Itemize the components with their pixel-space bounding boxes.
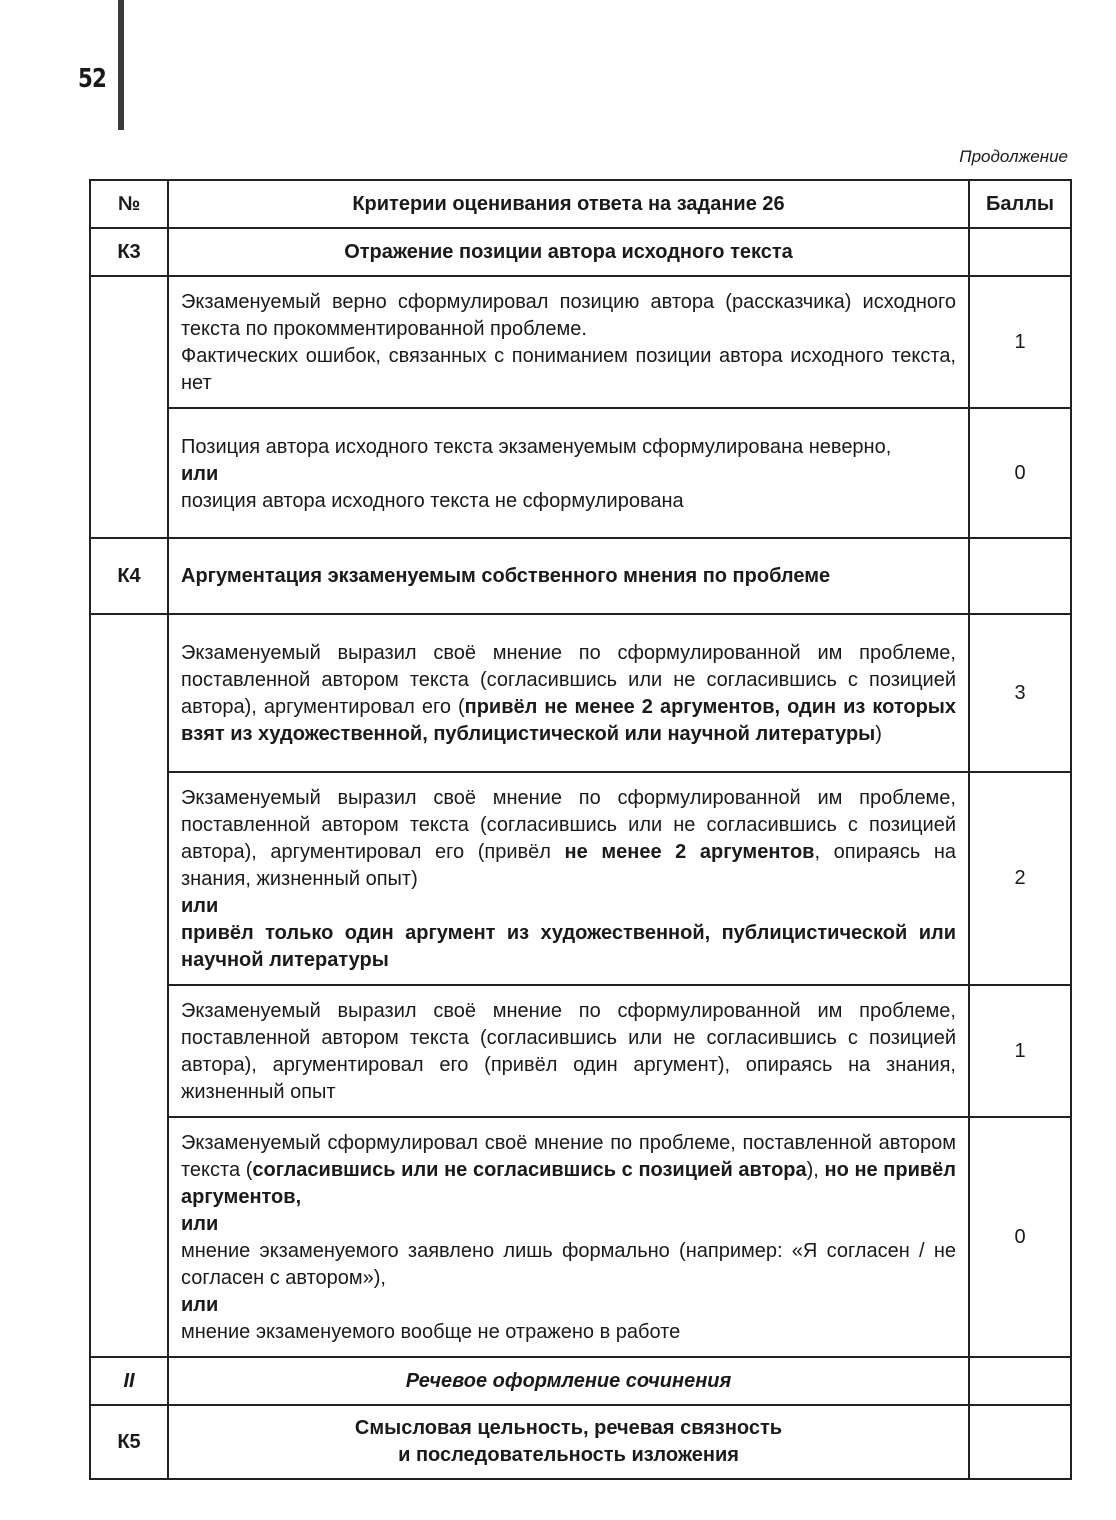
k3-r2-points: 0 <box>969 408 1071 538</box>
k4-code: К4 <box>90 538 168 614</box>
k3-score-row-0 <box>90 408 1071 538</box>
k4-r4-criterion: Экзаменуемый сформулировал своё мнение по проблеме, поставленной автором текста (согласившись или не согласившись с позицией автора), но не привёл аргументов, или мнение экзаменуемого заявлено лишь формально (например: «Я согласен / не согласен с автором»), или мнение экзаменуемого вообще не отражено в работе <box>168 1117 969 1357</box>
k4-score-row-2 <box>90 772 1071 985</box>
k3-code: К3 <box>90 228 168 276</box>
k3-title-row <box>90 228 1071 276</box>
k5-code: К5 <box>90 1405 168 1479</box>
k3-score-row-1 <box>90 276 1071 408</box>
continuation-label: Продолжение <box>959 147 1068 166</box>
section-2-title: Речевое оформление сочинения <box>168 1357 969 1405</box>
k4-r1-criterion: Экзаменуемый выразил своё мнение по сформулированной им проблеме, поставленной автором текста (согласившись или не согласившись с позицией автора), аргументировал его (привёл не менее 2 аргументов, один из которых взят из художественной, публицистической или научной литературы) <box>168 614 969 772</box>
k4-r4-points: 0 <box>969 1117 1071 1357</box>
k4-score-row-0 <box>90 1117 1071 1357</box>
page-number: 52 <box>78 64 107 94</box>
k3-title: Отражение позиции автора исходного текста <box>168 228 969 276</box>
k4-title: Аргументация экзаменуемым собственного мнения по проблеме <box>168 538 969 614</box>
header-num: № <box>90 180 168 228</box>
header-points: Баллы <box>969 180 1071 228</box>
header-criteria: Критерии оценивания ответа на задание 26 <box>168 180 969 228</box>
margin-bar <box>118 0 124 130</box>
k4-score-row-3 <box>90 614 1071 772</box>
k5-title: Смысловая цельность, речевая связность и последовательность изложения <box>168 1405 969 1479</box>
k4-r1-points: 3 <box>969 614 1071 772</box>
k4-score-row-1 <box>90 985 1071 1117</box>
section-2-row <box>90 1357 1071 1405</box>
section-2-code: II <box>90 1357 168 1405</box>
k4-r2-criterion: Экзаменуемый выразил своё мнение по сформулированной им проблеме, поставленной автором текста (согласившись или не согласившись с позицией автора), аргументировал его (привёл не менее 2 аргументов, опираясь на знания, жизненный опыт) или привёл только один аргумент из художественной, публицистической или научной литературы <box>168 772 969 985</box>
k4-title-row <box>90 538 1071 614</box>
k3-r2-criterion: Позиция автора исходного текста экзаменуемым сформулирована неверно, или позиция автора исходного текста не сформулирована <box>168 408 969 538</box>
k5-title-row <box>90 1405 1071 1479</box>
k4-r3-points: 1 <box>969 985 1071 1117</box>
table-header-row <box>90 180 1071 228</box>
k3-r1-points: 1 <box>969 276 1071 408</box>
criteria-table <box>89 179 1072 1480</box>
k3-r1-criterion: Экзаменуемый верно сформулировал позицию автора (рассказчика) исходного текста по прокомментированной проблеме. Фактических ошибок, связанных с пониманием позиции автора исходного текста, нет <box>168 276 969 408</box>
k4-r3-criterion: Экзаменуемый выразил своё мнение по сформулированной им проблеме, поставленной автором текста (согласившись или не согласившись с позицией автора), аргументировал его (привёл один аргумент), опираясь на знания, жизненный опыт <box>168 985 969 1117</box>
k4-r2-points: 2 <box>969 772 1071 985</box>
